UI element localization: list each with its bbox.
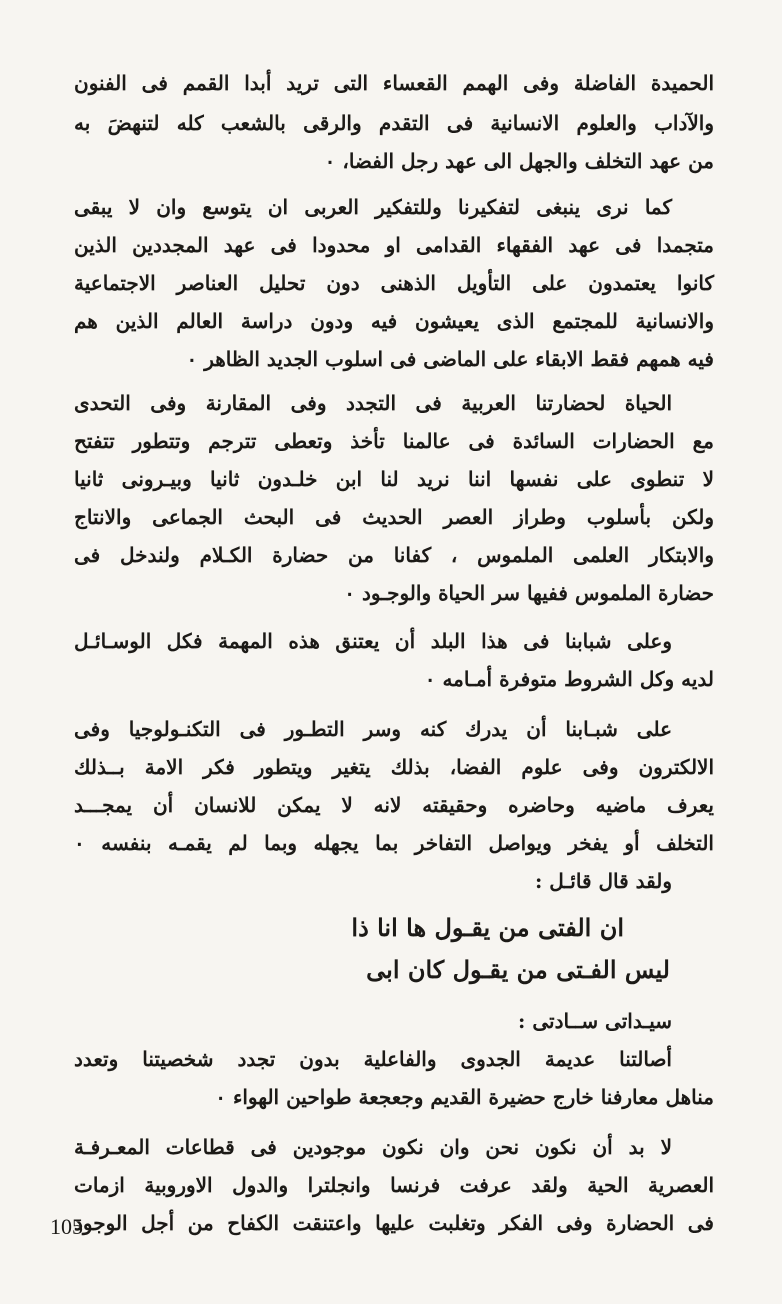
page-number: 105 [50, 1214, 83, 1239]
text-line: حضارة الملموس ففيها سر الحياة والوجـود ٠ [344, 581, 714, 605]
text-line: فى الحضارة وفى الفكر وتغلبت عليها واعتنقت الكفاح من أجل الوجود [74, 1211, 714, 1235]
text-line: الحياة لحضارتنا العربية فى التجدد وفى المقارنة وفى التحدى [74, 391, 672, 415]
text-line: سيـداتى ســادتى : [518, 1009, 672, 1033]
text-line: العصرية الحية ولقد عرفت فرنسا وانجلترا والدول الاوروبية ازمات [74, 1173, 714, 1197]
text-line: من عهد التخلف والجهل الى عهد رجل الفضا، ٠ [324, 149, 714, 173]
text-line: وعلى شبابنا فى هذا البلد أن يعتنق هذه المهمة فكل الوسـائـل [74, 629, 672, 653]
text-line: متجمدا فى عهد الفقهاء القدامى او محدودا فى عهد المجددين الذين [74, 233, 714, 257]
text-line: على شبـابنا أن يدرك كنه وسر التطـور فى التكنـولوجيا وفى [74, 717, 672, 741]
text-line: كما نرى ينبغى لتفكيرنا وللتفكير العربى ان يتوسع وان لا يبقى [74, 195, 672, 219]
text-line: الالكترون وفى علوم الفضا، بذلك يتغير ويتطور فكر الامة بــذلك [74, 755, 714, 779]
text-line: والابتكار العلمى الملموس ، كفانا من حضارة الكـلام ولندخل فى [74, 543, 714, 567]
poetry-verse: ان الفتى من يقـول ها انا ذا [351, 913, 624, 942]
poetry-verse: ليس الفـتى من يقـول كان ابى [366, 955, 670, 984]
text-line: ولكن بأسلوب وطراز العصر الحديث فى البحث الجماعى والانتاج [74, 505, 714, 529]
text-line: أصالتنا عديمة الجدوى والفاعلية بدون تجدد شخصيتنا وتعدد [74, 1047, 672, 1071]
text-line: ولقد قال قائـل : [534, 869, 672, 893]
text-line: فيه همهم فقط الابقاء على الماضى فى اسلوب الجديد الظاهر ٠ [186, 347, 714, 371]
text-line: الحميدة الفاضلة وفى الهمم القعساء التى تريد أبدا القمم فى الفنون [74, 71, 714, 95]
text-line: يعرف ماضيه وحاضره وحقيقته لانه لا يمكن للانسان أن يمجـــد [74, 793, 714, 817]
text-line: مع الحضارات السائدة فى عالمنا تأخذ وتعطى تترجم وتتطور تتفتح [74, 429, 714, 453]
text-line: لديه وكل الشروط متوفرة أمـامه ٠ [424, 667, 714, 691]
text-line: والانسانية للمجتمع الذى يعيشون فيه ودون دراسة العالم الذين هم [74, 309, 714, 333]
text-line: كانوا يعتمدون على التأويل الذهنى دون تحليل العناصر الاجتماعية [74, 271, 714, 295]
text-line: لا بد أن نكون نحن وان نكون موجودين فى قطاعات المعـرفـة [74, 1135, 672, 1159]
text-line: مناهل معارفنا خارج حضيرة القديم وجعجعة طواحين الهواء ٠ [215, 1085, 714, 1109]
text-line: لا تنطوى على نفسها اننا نريد لنا ابن خلـدون ثانيا وبيـرونى ثانيا [74, 467, 714, 491]
text-line: والآداب والعلوم الانسانية فى التقدم والرقى بالشعب كله لتنهضَ به [74, 111, 714, 135]
text-line: التخلف أو يفخر ويواصل التفاخر بما يجهله وبما لم يقمـه بنفسه ٠ [74, 831, 714, 855]
